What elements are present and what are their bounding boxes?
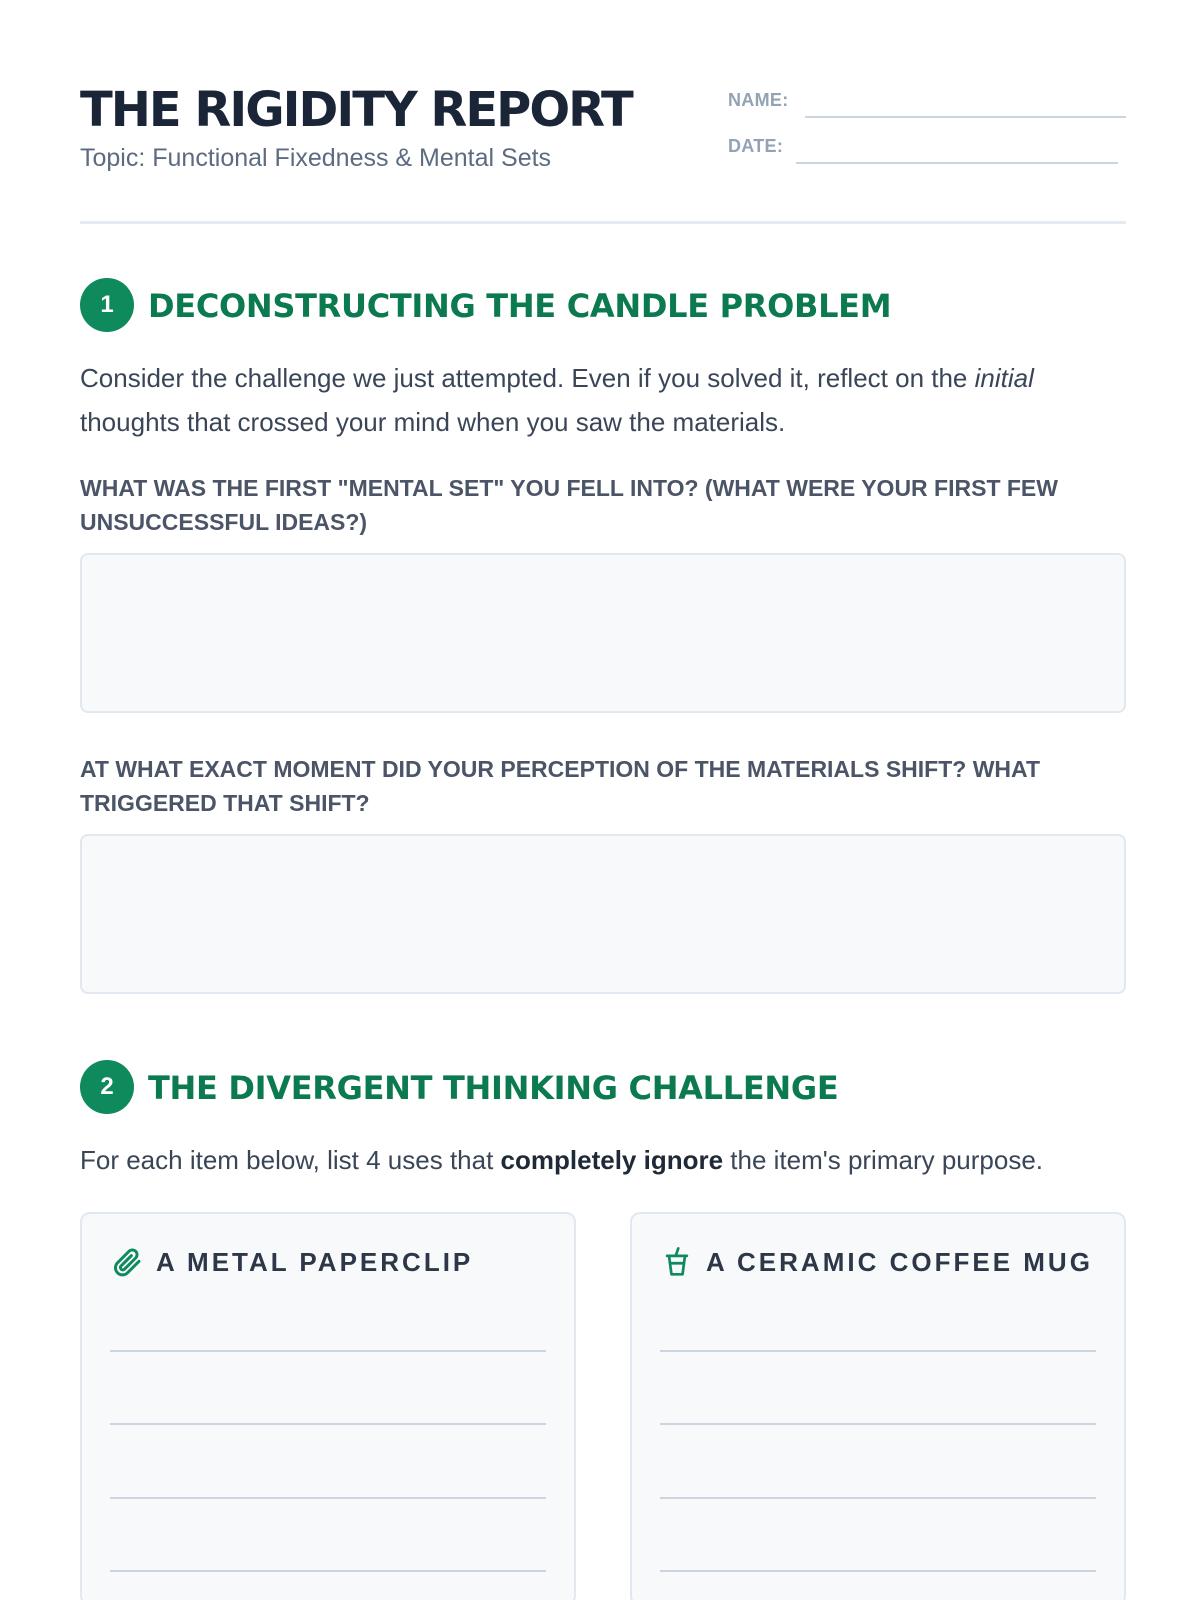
answer-line[interactable] xyxy=(660,1423,1096,1425)
date-field[interactable] xyxy=(728,130,1118,164)
answer-line[interactable] xyxy=(110,1423,546,1425)
section-title: DECONSTRUCTING THE CANDLE PROBLEM xyxy=(148,287,892,325)
cup-icon xyxy=(660,1245,694,1279)
paperclip-card xyxy=(80,1212,576,1600)
question-1: WHAT WAS THE FIRST "MENTAL SET" YOU FELL INTO? (WHAT WERE YOUR FIRST FEW UNSUCCESSFUL IDEAS?) xyxy=(80,475,1058,535)
question-2: AT WHAT EXACT MOMENT DID YOUR PERCEPTION OF THE MATERIALS SHIFT? WHAT TRIGGERED THAT SHIFT? xyxy=(80,756,1040,816)
report-header xyxy=(80,80,1126,224)
intro-emphasis: initial xyxy=(974,363,1034,393)
section-title: THE DIVERGENT THINKING CHALLENGE xyxy=(148,1069,839,1107)
answer-line[interactable] xyxy=(110,1570,546,1572)
coffee-mug-card xyxy=(630,1212,1126,1600)
name-field[interactable] xyxy=(728,84,1126,118)
name-line[interactable] xyxy=(805,116,1126,118)
answer-line[interactable] xyxy=(110,1350,546,1352)
answer-box-2[interactable] xyxy=(80,834,1126,994)
section-1-heading xyxy=(80,278,1126,332)
section-number-badge: 2 xyxy=(80,1060,134,1114)
answer-line[interactable] xyxy=(660,1350,1096,1352)
worksheet-page xyxy=(80,0,1126,1600)
intro-text: thoughts that crossed your mind when you saw the materials. xyxy=(80,407,786,437)
card-header xyxy=(110,1244,473,1280)
name-label: NAME: xyxy=(728,90,789,110)
card-header xyxy=(660,1244,1093,1280)
card-title: A METAL PAPERCLIP xyxy=(156,1246,474,1277)
intro-text: Consider the challenge we just attempted. Even if you solved it, reflect on the xyxy=(80,363,975,393)
date-line[interactable] xyxy=(796,162,1118,164)
answer-line[interactable] xyxy=(660,1497,1096,1499)
report-title: THE RIGIDITY REPORT xyxy=(80,82,632,138)
intro-bold: completely ignore xyxy=(500,1145,724,1175)
intro-text: For each item below, list 4 uses that xyxy=(80,1145,501,1175)
answer-box-1[interactable] xyxy=(80,553,1126,713)
section-2-heading xyxy=(80,1060,1126,1114)
paperclip-icon xyxy=(110,1245,144,1279)
section-2-intro xyxy=(80,1138,1126,1182)
answer-line[interactable] xyxy=(660,1570,1096,1572)
date-label: DATE: xyxy=(728,136,784,156)
section-number-badge: 1 xyxy=(80,278,134,332)
answer-line[interactable] xyxy=(110,1497,546,1499)
intro-text: the item's primary purpose. xyxy=(723,1145,1044,1175)
section-1-intro xyxy=(80,356,1126,444)
card-title: A CERAMIC COFFEE MUG xyxy=(706,1246,1093,1277)
report-subtitle: Topic: Functional Fixedness & Mental Sets xyxy=(80,144,552,172)
